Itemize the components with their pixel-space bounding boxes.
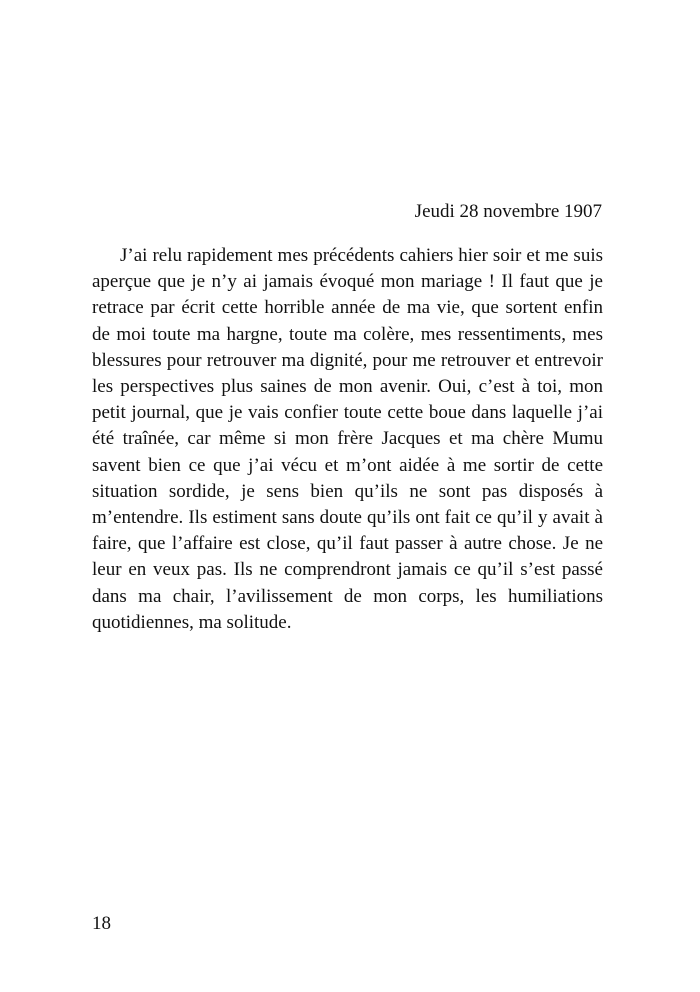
body-paragraph: J’ai relu rapidement mes précédents cahiers hier soir et me suis aperçue que je n’y ai jamais évoqué mon mariage ! Il faut que je retrace par écrit cette horrible année de ma vie, que sortent enfin de moi toute ma hargne, toute ma colère, mes ressentiments, mes blessures pour retrouver ma dignité, pour me retrouver et entrevoir les perspectives plus saines de mon avenir. Oui, c’est à toi, mon petit journal, que je vais confier toute cette boue dans laquelle j’ai été traînée, car même si mon frère Jacques et ma chère Mumu savent bien ce que j’ai vécu et m’ont aidée à me sortir de cette situation sordide, je sens bien qu’ils ne sont pas disposés à m’entendre. Ils estiment sans doute qu’ils ont fait ce qu’il y avait à faire, que l’affaire est close, qu’il faut passer à autre chose. Je ne leur en veux pas. Ils ne comprendront jamais ce qu’il s’est passé dans ma chair, l’avilissement de mon corps, les humiliations quotidiennes, ma solitude. [92, 245, 603, 633]
page-number: 18 [92, 913, 111, 934]
date-heading: Jeudi 28 novembre 1907 [414, 201, 602, 222]
